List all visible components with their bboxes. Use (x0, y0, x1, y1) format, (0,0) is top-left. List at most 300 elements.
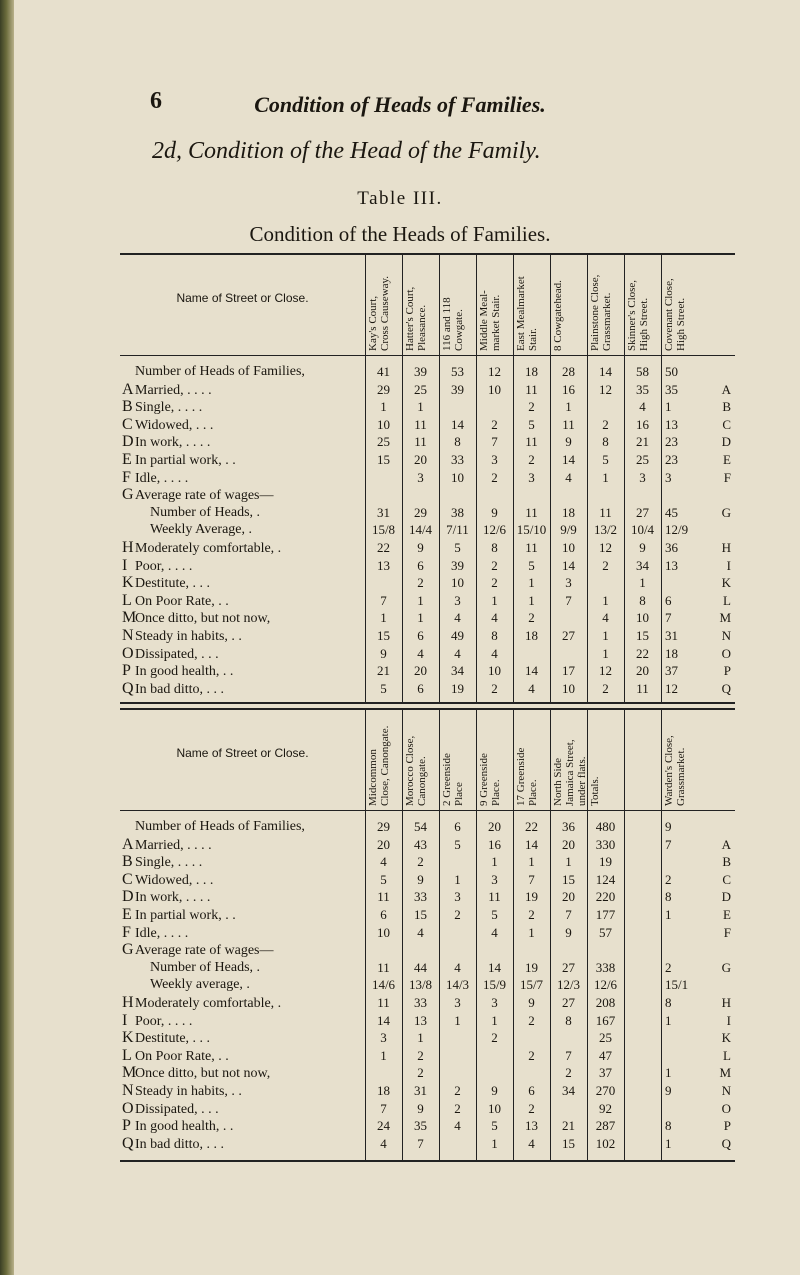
table-cell: 33 (414, 995, 427, 1010)
table-cell: 1 (491, 1135, 498, 1151)
name-column-header: Name of Street or Close. (176, 746, 309, 760)
table-cell: 5 (491, 907, 498, 922)
row-letter-right: B (722, 399, 731, 415)
table-cell: 9 (565, 434, 572, 450)
table-cell: 4 (528, 1135, 535, 1151)
row-letter: O (122, 644, 134, 662)
row-letter-right: A (721, 381, 731, 397)
table-cell: 43 (414, 836, 427, 852)
table-cell: 1 (665, 1012, 672, 1028)
row-letter: P (122, 1117, 131, 1135)
table-cell: 35 (636, 381, 649, 397)
column-header: 8 Cowgatehead. (552, 280, 564, 351)
table-cell: 1 (602, 645, 609, 661)
table-lower (120, 708, 735, 1162)
table-cell: 36 (562, 819, 575, 834)
table-cell: 2 (565, 1065, 572, 1081)
table-cell: 12/6 (482, 522, 507, 538)
column-header: Morocco Close, Canongate. (404, 735, 428, 806)
row-label-text: Moderately comfortable, . (135, 541, 282, 556)
table-cell: 8 (665, 1118, 672, 1134)
row-letter: M (122, 1064, 137, 1082)
table-cell: 14 (451, 416, 464, 432)
column-header: East Mealmarket Stair. (515, 276, 539, 351)
table-cell: 19 (599, 854, 612, 870)
row-label (122, 451, 236, 468)
table-cell (624, 1117, 661, 1134)
table-cell: 10 (488, 663, 501, 679)
table-row (120, 924, 735, 941)
table-cell: 10 (451, 469, 464, 485)
row-label-text: In work, . . . . (135, 435, 211, 451)
table-upper (120, 253, 735, 704)
row-label-text: Widowed, . . . (135, 872, 214, 888)
table-cell: 20 (414, 663, 427, 679)
table-cell: 3 (565, 575, 572, 591)
row-letter-right (661, 818, 731, 835)
table-cell: 25 (377, 434, 390, 450)
table-row (120, 1012, 735, 1029)
table-subtitle: Condition of the Heads of Families. (249, 222, 551, 246)
table-cell: 10 (377, 924, 390, 940)
row-label-text: Single, . . . . (135, 855, 203, 871)
row-label-text: In good health, . . (135, 664, 234, 680)
table-cell: 5 (602, 452, 609, 467)
table-cell: 208 (595, 995, 616, 1010)
table-cell: 3 (417, 469, 424, 485)
table-cell (550, 609, 587, 626)
table-cell (624, 888, 661, 905)
row-label (122, 853, 202, 870)
row-label-text: Poor, . . . . (135, 558, 193, 574)
row-letter: G (122, 486, 134, 504)
table-cell: 37 (665, 663, 678, 679)
table-cell: 2 (528, 907, 535, 922)
row-letter-right: H (721, 540, 731, 555)
row-label (122, 818, 305, 835)
row-letter: L (122, 1046, 132, 1064)
column-header: 9 Greenside Place. (478, 753, 502, 806)
table-cell: 18 (377, 1083, 390, 1098)
table-cell: 5 (454, 540, 461, 555)
table-cell (624, 818, 661, 835)
table-cell (402, 486, 439, 503)
table-cell: 11 (377, 959, 390, 975)
table-cell: 18 (525, 628, 538, 643)
table-cell: 10 (562, 680, 575, 696)
row-label-text: Dissipated, . . . (135, 646, 219, 662)
table-cell (624, 1029, 661, 1046)
table-cell: 14/4 (408, 522, 433, 538)
table-cell (476, 398, 513, 415)
table-cell: 7 (491, 434, 498, 450)
table-cell: 10 (488, 381, 501, 397)
table-cell (476, 486, 513, 503)
table-cell: 102 (595, 1135, 616, 1151)
table-cell: 18 (525, 364, 538, 379)
row-letter: H (122, 539, 134, 556)
table-row (120, 539, 735, 556)
row-letter-right: G (721, 504, 731, 520)
table-cell: 15/10 (516, 522, 547, 538)
table-cell (624, 486, 661, 503)
row-label-text: Dissipated, . . . (135, 1101, 219, 1117)
table-cell: 12/6 (593, 977, 618, 993)
table-cell: 16 (636, 416, 649, 432)
table-cell: 14/6 (371, 977, 396, 993)
table-cell: 124 (595, 871, 616, 887)
row-label (122, 1082, 242, 1099)
table-cell: 167 (595, 1012, 616, 1028)
table-cell: 1 (639, 575, 646, 591)
table-cell: 14 (525, 663, 538, 679)
column-header: Kay's Court, Cross Causeway. (367, 275, 391, 351)
row-letter-right: Q (721, 680, 731, 696)
table-cell: 1 (380, 1047, 387, 1063)
table-row (120, 433, 735, 450)
table-cell: 2 (665, 959, 672, 975)
table-cell: 4 (491, 924, 498, 940)
page-number: 6 (150, 88, 162, 114)
table-cell: 1 (417, 592, 424, 608)
table-cell: 10/4 (630, 522, 655, 538)
table-cell: 39 (451, 381, 464, 397)
row-label-text: Married, . . . . (135, 382, 212, 398)
table-cell: 3 (380, 1030, 387, 1046)
table-cell: 2 (454, 1083, 461, 1098)
table-cell: 10 (451, 575, 464, 591)
table-cell: 338 (595, 959, 616, 975)
column-header: Totals. (589, 776, 601, 806)
table-cell (624, 1082, 661, 1099)
row-letter-right: C (722, 871, 731, 887)
section-heading: 2d, Condition of the Head of the Family. (152, 138, 541, 164)
table-cell: 2 (491, 575, 498, 591)
table-cell: 2 (454, 1100, 461, 1116)
row-letter-right: A (721, 836, 731, 852)
table-cell: 15 (414, 907, 427, 922)
table-cell: 28 (562, 364, 575, 379)
table-row (120, 662, 735, 679)
table-cell: 92 (599, 1100, 612, 1116)
row-label-text: Single, . . . . (135, 400, 203, 416)
row-label (150, 959, 260, 976)
row-letter-right (661, 941, 731, 958)
table-cell: 7 (380, 1100, 387, 1116)
row-label (122, 1064, 270, 1081)
table-cell (439, 1064, 476, 1081)
table-cell (439, 398, 476, 415)
table-cell: 3 (454, 592, 461, 608)
row-letter-right: M (719, 610, 731, 626)
table-cell: 35 (414, 1118, 427, 1134)
row-label (122, 627, 242, 644)
row-letter: F (122, 923, 131, 941)
table-cell (624, 1012, 661, 1029)
row-label (122, 416, 213, 433)
table-cell: 12/9 (665, 522, 689, 538)
row-label (122, 469, 188, 486)
row-label-text: Destitute, . . . (135, 1031, 211, 1047)
table-cell: 4 (380, 1135, 387, 1151)
table-cell: 9 (639, 540, 646, 555)
table-cell: 14 (599, 364, 612, 379)
row-letter: P (122, 662, 131, 680)
row-label-text: Steady in habits, . . (135, 1084, 242, 1099)
table-cell: 14 (488, 959, 501, 975)
table-cell: 1 (417, 610, 424, 626)
table-cell: 38 (451, 504, 464, 520)
table-row (120, 504, 735, 521)
table-cell: 11 (377, 889, 390, 905)
table-cell: 7 (565, 907, 572, 922)
table-cell (513, 486, 550, 503)
table-cell: 39 (451, 557, 464, 573)
table-cell: 10 (377, 416, 390, 432)
table-cell: 49 (451, 628, 464, 643)
table-cell: 3 (639, 469, 646, 485)
row-label (122, 888, 210, 905)
table-cell: 4 (602, 610, 609, 626)
table-cell: 31 (665, 628, 678, 643)
row-letter-right: H (721, 995, 731, 1010)
row-letter-right: G (721, 959, 731, 975)
table-cell: 8 (491, 540, 498, 555)
row-letter: B (122, 853, 133, 871)
table-cell: 6 (417, 680, 424, 696)
table-cell: 7/11 (446, 522, 469, 538)
table-cell: 22 (636, 645, 649, 661)
table-row (120, 1117, 735, 1134)
table-row (120, 451, 735, 468)
table-cell (587, 398, 624, 415)
row-label (122, 1117, 233, 1134)
table-cell: 2 (417, 854, 424, 870)
table-cell: 57 (599, 924, 612, 940)
row-letter-right: L (723, 1047, 731, 1063)
table-cell: 4 (565, 469, 572, 485)
row-label-text: Weekly Average, . (150, 522, 253, 538)
table-cell: 1 (602, 469, 609, 485)
table-cell (587, 486, 624, 503)
table-cell: 19 (525, 959, 538, 975)
table-row (120, 680, 735, 697)
table-cell: 3 (665, 469, 672, 485)
table-row (120, 1064, 735, 1081)
table-cell: 24 (377, 1118, 390, 1134)
row-label-text: Moderately comfortable, . (135, 996, 282, 1011)
table-cell: 12 (488, 364, 501, 379)
table-cell: 12 (599, 381, 612, 397)
table-cell: 11 (562, 416, 575, 432)
table-row (120, 645, 735, 662)
table-cell: 17 (562, 663, 575, 679)
row-letter-right (661, 976, 731, 993)
table-cell (439, 941, 476, 958)
table-cell (624, 1135, 661, 1152)
row-label (122, 381, 212, 398)
table-cell: 1 (454, 871, 461, 887)
table-cell: 34 (451, 663, 464, 679)
table-row (120, 627, 735, 644)
row-letter: D (122, 888, 134, 906)
table-cell: 9 (417, 1100, 424, 1116)
row-letter-right: C (722, 416, 731, 432)
row-letter: B (122, 398, 133, 416)
row-label-text: Married, . . . . (135, 837, 212, 853)
table-cell: 11 (525, 434, 538, 450)
table-row (120, 959, 735, 976)
row-letter-right: P (723, 663, 731, 679)
table-cell: 7 (665, 610, 672, 626)
table-cell: 9 (565, 924, 572, 940)
table-cell: 2 (665, 871, 672, 887)
row-label (122, 433, 210, 450)
table-cell: 1 (528, 592, 535, 608)
table-cell (513, 645, 550, 662)
row-letter-right: D (721, 889, 731, 905)
row-letter-right: N (721, 1083, 731, 1098)
table-cell: 23 (665, 434, 678, 450)
column-header: Skinner's Close, High Street. (626, 279, 650, 351)
table-cell: 1 (380, 610, 387, 626)
table-cell: 220 (595, 889, 616, 905)
table-cell: 20 (488, 819, 501, 834)
table-cell: 2 (417, 1065, 424, 1081)
table-cell: 10 (636, 610, 649, 626)
table-cell: 27 (562, 995, 575, 1010)
row-letter: A (122, 835, 134, 853)
table-cell (587, 941, 624, 958)
table-row (120, 592, 735, 609)
column-header: Midcommon Close, Canongate. (367, 725, 391, 806)
table-cell (513, 1064, 550, 1081)
row-label-text: Widowed, . . . (135, 417, 214, 433)
row-letter-right: O (721, 1100, 731, 1116)
row-label (150, 521, 252, 538)
table-cell: 50 (665, 364, 678, 379)
table-cell: 23 (665, 452, 678, 467)
table-cell (513, 1029, 550, 1046)
row-label-text: In partial work, . . (135, 453, 236, 468)
table-cell: 1 (491, 592, 498, 608)
table-cell: 4 (491, 645, 498, 661)
row-letter-right: K (721, 1030, 731, 1046)
table-cell: 54 (414, 819, 427, 834)
table-cell (439, 486, 476, 503)
row-label-text: On Poor Rate, . . (135, 593, 229, 609)
table-row (120, 836, 735, 853)
table-cell: 1 (665, 399, 672, 415)
table-cell: 31 (377, 504, 390, 520)
row-letter: N (122, 627, 134, 644)
row-label-text: Idle, . . . . (135, 470, 189, 486)
table-row (120, 381, 735, 398)
row-letter: I (122, 556, 128, 574)
table-cell: 8 (565, 1012, 572, 1028)
row-letter: N (122, 1082, 134, 1099)
row-letter-right: K (721, 575, 731, 591)
table-cell: 2 (528, 610, 535, 626)
row-letter: Q (122, 1134, 134, 1152)
table-cell: 13 (414, 1012, 427, 1028)
row-label (150, 976, 250, 993)
table-header (120, 710, 735, 811)
row-letter-right: P (723, 1118, 731, 1134)
row-label-text: Number of Heads of Families, (135, 364, 305, 379)
table-cell: 9 (665, 819, 672, 834)
row-letter-right: L (723, 592, 731, 608)
table-cell: 10 (488, 1100, 501, 1116)
table-cell: 47 (599, 1047, 612, 1063)
table-row (120, 416, 735, 433)
table-cell: 330 (595, 836, 616, 852)
row-label-text: Once ditto, but not now, (135, 611, 271, 627)
column-header: Covenant Close, High Street. (663, 278, 687, 351)
row-letter-right: F (723, 469, 731, 485)
table-cell (439, 1029, 476, 1046)
row-label (122, 609, 270, 626)
row-label (122, 1100, 219, 1117)
row-label-text: On Poor Rate, . . (135, 1048, 229, 1064)
table-title: Table III. (357, 188, 443, 209)
table-cell: 45 (665, 504, 678, 520)
table-cell: 11 (488, 889, 501, 905)
row-label (122, 680, 224, 697)
table-cell: 5 (491, 1118, 498, 1134)
table-cell: 21 (562, 1118, 575, 1134)
column-header: 17 Greenside Place. (515, 747, 539, 806)
row-letter-right (661, 486, 731, 503)
table-cell: 2 (528, 1100, 535, 1116)
table-cell: 8 (665, 889, 672, 905)
table-row (120, 1047, 735, 1064)
table-cell: 29 (377, 381, 390, 397)
table-cell: 14 (377, 1012, 390, 1028)
table-cell: 177 (595, 907, 616, 922)
table-cell: 1 (528, 924, 535, 940)
table-cell (624, 1100, 661, 1117)
table-cell: 44 (414, 959, 427, 975)
table-cell: 2 (491, 557, 498, 573)
row-label (150, 504, 260, 521)
row-letter: Q (122, 679, 134, 697)
table-cell (365, 469, 402, 486)
table-cell: 13 (525, 1118, 538, 1134)
row-label-text: Steady in habits, . . (135, 629, 242, 644)
row-letter: C (122, 870, 133, 888)
table-cell: 12 (665, 680, 678, 696)
row-letter-right: B (722, 854, 731, 870)
table-row (120, 818, 735, 835)
table-cell: 33 (414, 889, 427, 905)
table-row (120, 469, 735, 486)
table-cell: 18 (665, 645, 678, 661)
row-label-text: Weekly average, . (150, 977, 250, 993)
table-cell: 3 (454, 889, 461, 905)
table-cell (624, 871, 661, 888)
table-cell: 2 (417, 1047, 424, 1063)
table-cell: 11 (414, 434, 427, 450)
table-cell: 6 (665, 592, 672, 608)
table-cell: 4 (454, 610, 461, 626)
row-label (122, 906, 236, 923)
table-cell: 13 (665, 557, 678, 573)
table-cell (624, 853, 661, 870)
table-cell: 20 (562, 889, 575, 905)
table-row (120, 994, 735, 1011)
table-cell: 31 (414, 1083, 427, 1098)
